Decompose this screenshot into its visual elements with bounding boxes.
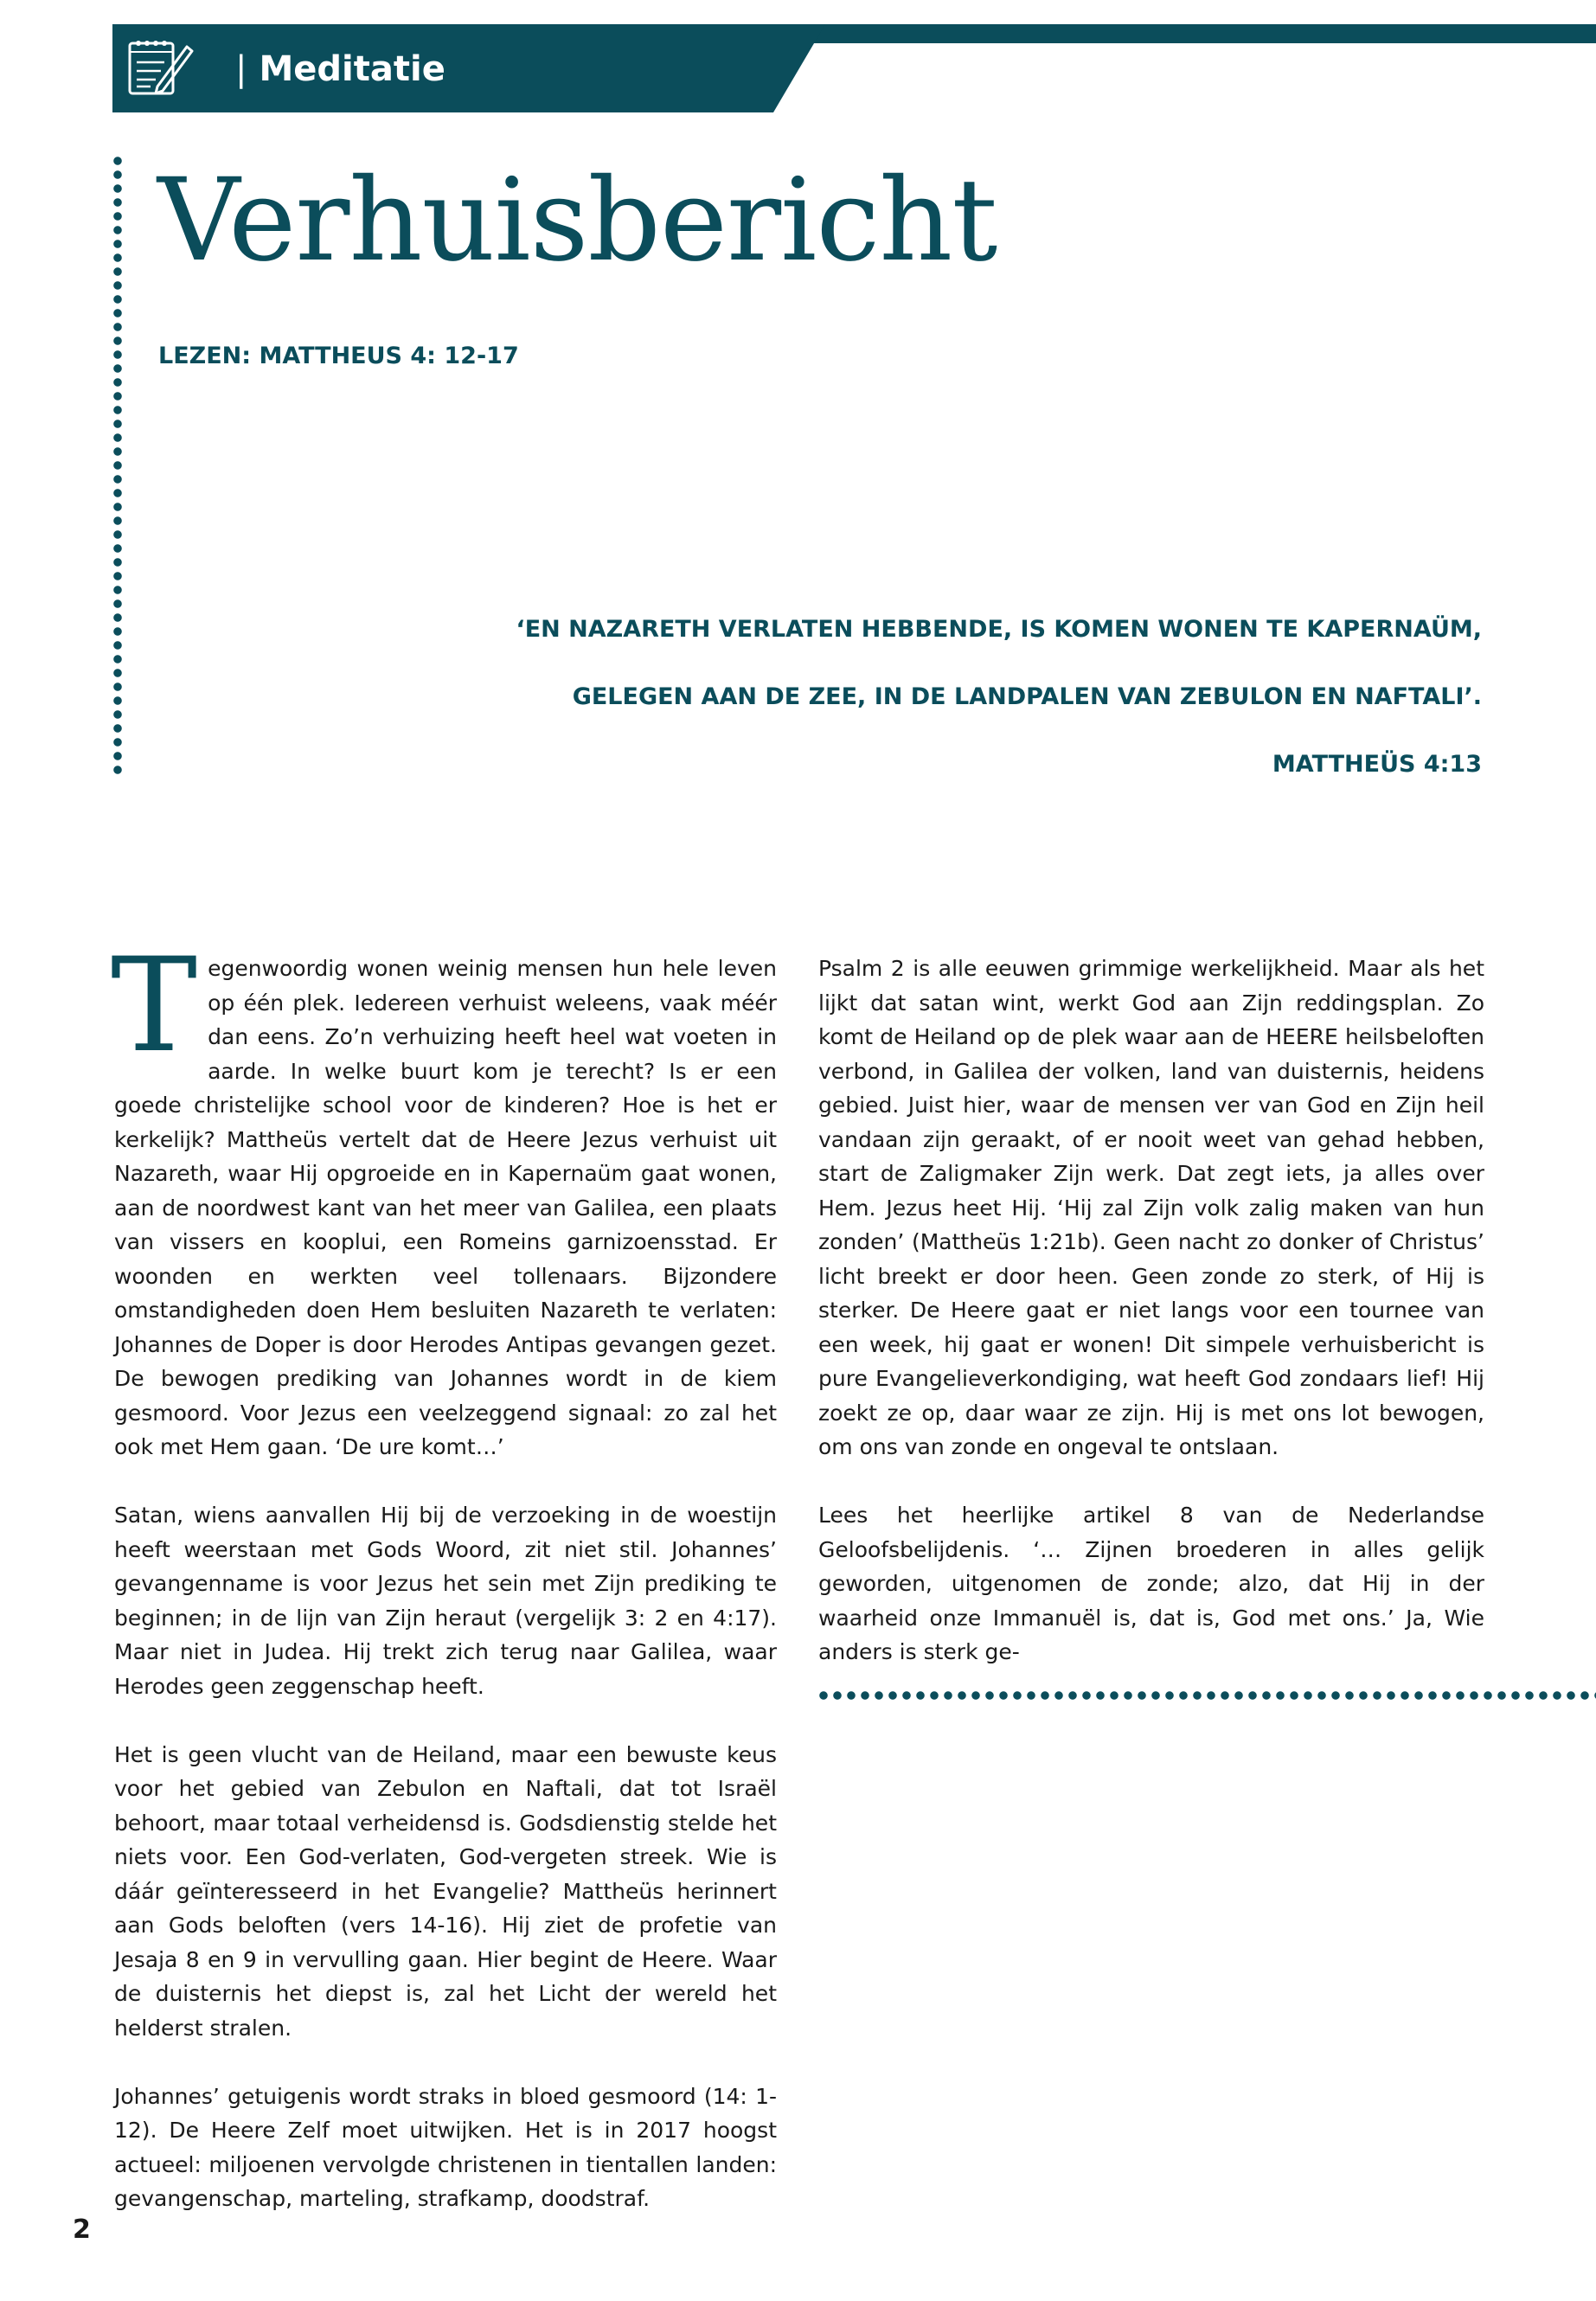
body-column-right (818, 952, 1484, 1703)
paragraph: Johannes’ getuigenis wordt straks in bloed gesmoord (14: 1-12). De Heere Zelf moet uitwijken. Het is in 2017 hoogst actueel: miljoenen vervolgde christenen in tientallen landen: gevangenschap, marteling, strafkamp, doodstraf. (114, 2083, 777, 2211)
paragraph: Het is geen vlucht van de Heiland, maar een bewuste keus voor het gebied van Zebulon en Naftali, dat tot Israël behoort, maar totaal verheidensd is. Godsdienstig stelde het niets voor. Een God-verlaten, God-vergeten streek. Wie is dáár geïnteresseerd in het Evangelie? Mattheüs herinnert aan Gods beloften (vers 14-16). Hij ziet de profetie van Jesaja 8 en 9 in vervulling gaan. Hier begint de Heere. Waar de duisternis het diepst is, zal het Licht der wereld het helderst stralen. (114, 1741, 777, 2041)
page-number: 2 (73, 2214, 91, 2245)
body-column-left (111, 931, 777, 2250)
header-tab (112, 24, 825, 112)
paragraph: Lees het heerlijke artikel 8 van de Nederlandse Geloofsbelijdenis. ‘… Zijnen broederen in alles gelijk geworden, uitgenomen de zonde; alzo, dat Hij in der waarheid onze Immanuël is, dat is, God met ons.’ Ja, Wie anders is sterk ge- (818, 1503, 1484, 1664)
paragraph: Satan, wiens aanvallen Hij bij de verzoeking in de woestijn heeft weerstaan met Gods Woord, zit niet stil. Johannes’ gevangenname is voor Jezus het sein met Zijn prediking te beginnen; in de lijn van Zijn heraut (vergelijk 3: 2 en 4:17). Maar niet in Judea. Hij trekt zich terug naar Galilea, waar Herodes geen zeggenschap heeft. (114, 1503, 777, 1699)
section-label-text: Meditatie (259, 49, 445, 89)
dotted-vertical-divider (111, 154, 125, 777)
notepad-pen-icon (126, 35, 195, 100)
paragraph: Psalm 2 is alle eeuwen grimmige werkelijkheid. Maar als het lijkt dat satan wint, werkt God aan Zijn reddingsplan. Zo komt de Heiland op de plek waar aan de HEERE heilsbeloften verbond, in Galilea der volken, land van duisternis, heidens gebied. Juist hier, waar de mensen ver van God en Zijn heil vandaan zijn geraakt, of er nooit weet van gehad hebben, start de Zaligmaker Zijn werk. Dat zegt iets, ja alles over Hem. Jezus heet Hij. ‘Hij zal Zijn volk zalig maken van hun zonden’ (Mattheüs 1:21b). Geen nacht zo donker of Christus’ licht breekt er door heen. Geen zonde zo sterk, of Hij is sterker. De Heere gaat er niet langs voor een tournee van een week, hij gaat er wonen! Dit simpele verhuisbericht is pure Evangelieverkondiging, wat heeft God zondaars lief! Hij zoekt ze op, daar waar ze zijn. Hij is met ons lot bewogen, om ons van zonde en ongeval te ontslaan. (818, 956, 1484, 1459)
section-label: | Meditatie (235, 49, 445, 89)
article-title: Verhuisbericht (157, 154, 997, 287)
pull-quote-line-1: ‘EN NAZARETH VERLATEN HEBBENDE, IS KOMEN WONEN TE KAPERNAÜM, (516, 616, 1482, 643)
paragraph (111, 931, 777, 1465)
drop-cap: T (111, 931, 198, 1081)
reading-reference: LEZEN: MATTHEUS 4: 12-17 (158, 343, 519, 369)
paragraph-text: egenwoordig wonen weinig mensen hun hele leven op één plek. Iedereen verhuist weleens, vaak méér dan eens. Zo’n verhuizing heeft heel wat voeten in aarde. In welke buurt kom je terecht? Is er een goede christelijke school voor de kinderen? Hoe is het er kerkelijk? Mattheüs vertelt dat de Heere Jezus verhuist uit Nazareth, waar Hij opgroeide en in Kapernaüm gaat wonen, aan de noordwest kant van het meer van Galilea, een plaats van vissers en kooplui, een Romeins garnizoensstad. Er woonden en werkten veel tollenaars. Bijzondere omstandigheden doen Hem besluiten Nazareth te verlaten: Johannes de Doper is door Herodes Antipas gevangen gezet. De bewogen prediking van Johannes wordt in de kiem gesmoord. Voor Jezus een veelzeggend signaal: zo zal het ook met Hem gaan. ‘De ure komt…’ (114, 956, 777, 1459)
pull-quote-source: MATTHEÜS 4:13 (1272, 751, 1482, 778)
dotted-horizontal-divider (817, 1689, 1596, 1702)
pull-quote-line-2: GELEGEN AAN DE ZEE, IN DE LANDPALEN VAN ZEBULON EN NAFTALI’. (572, 683, 1482, 710)
